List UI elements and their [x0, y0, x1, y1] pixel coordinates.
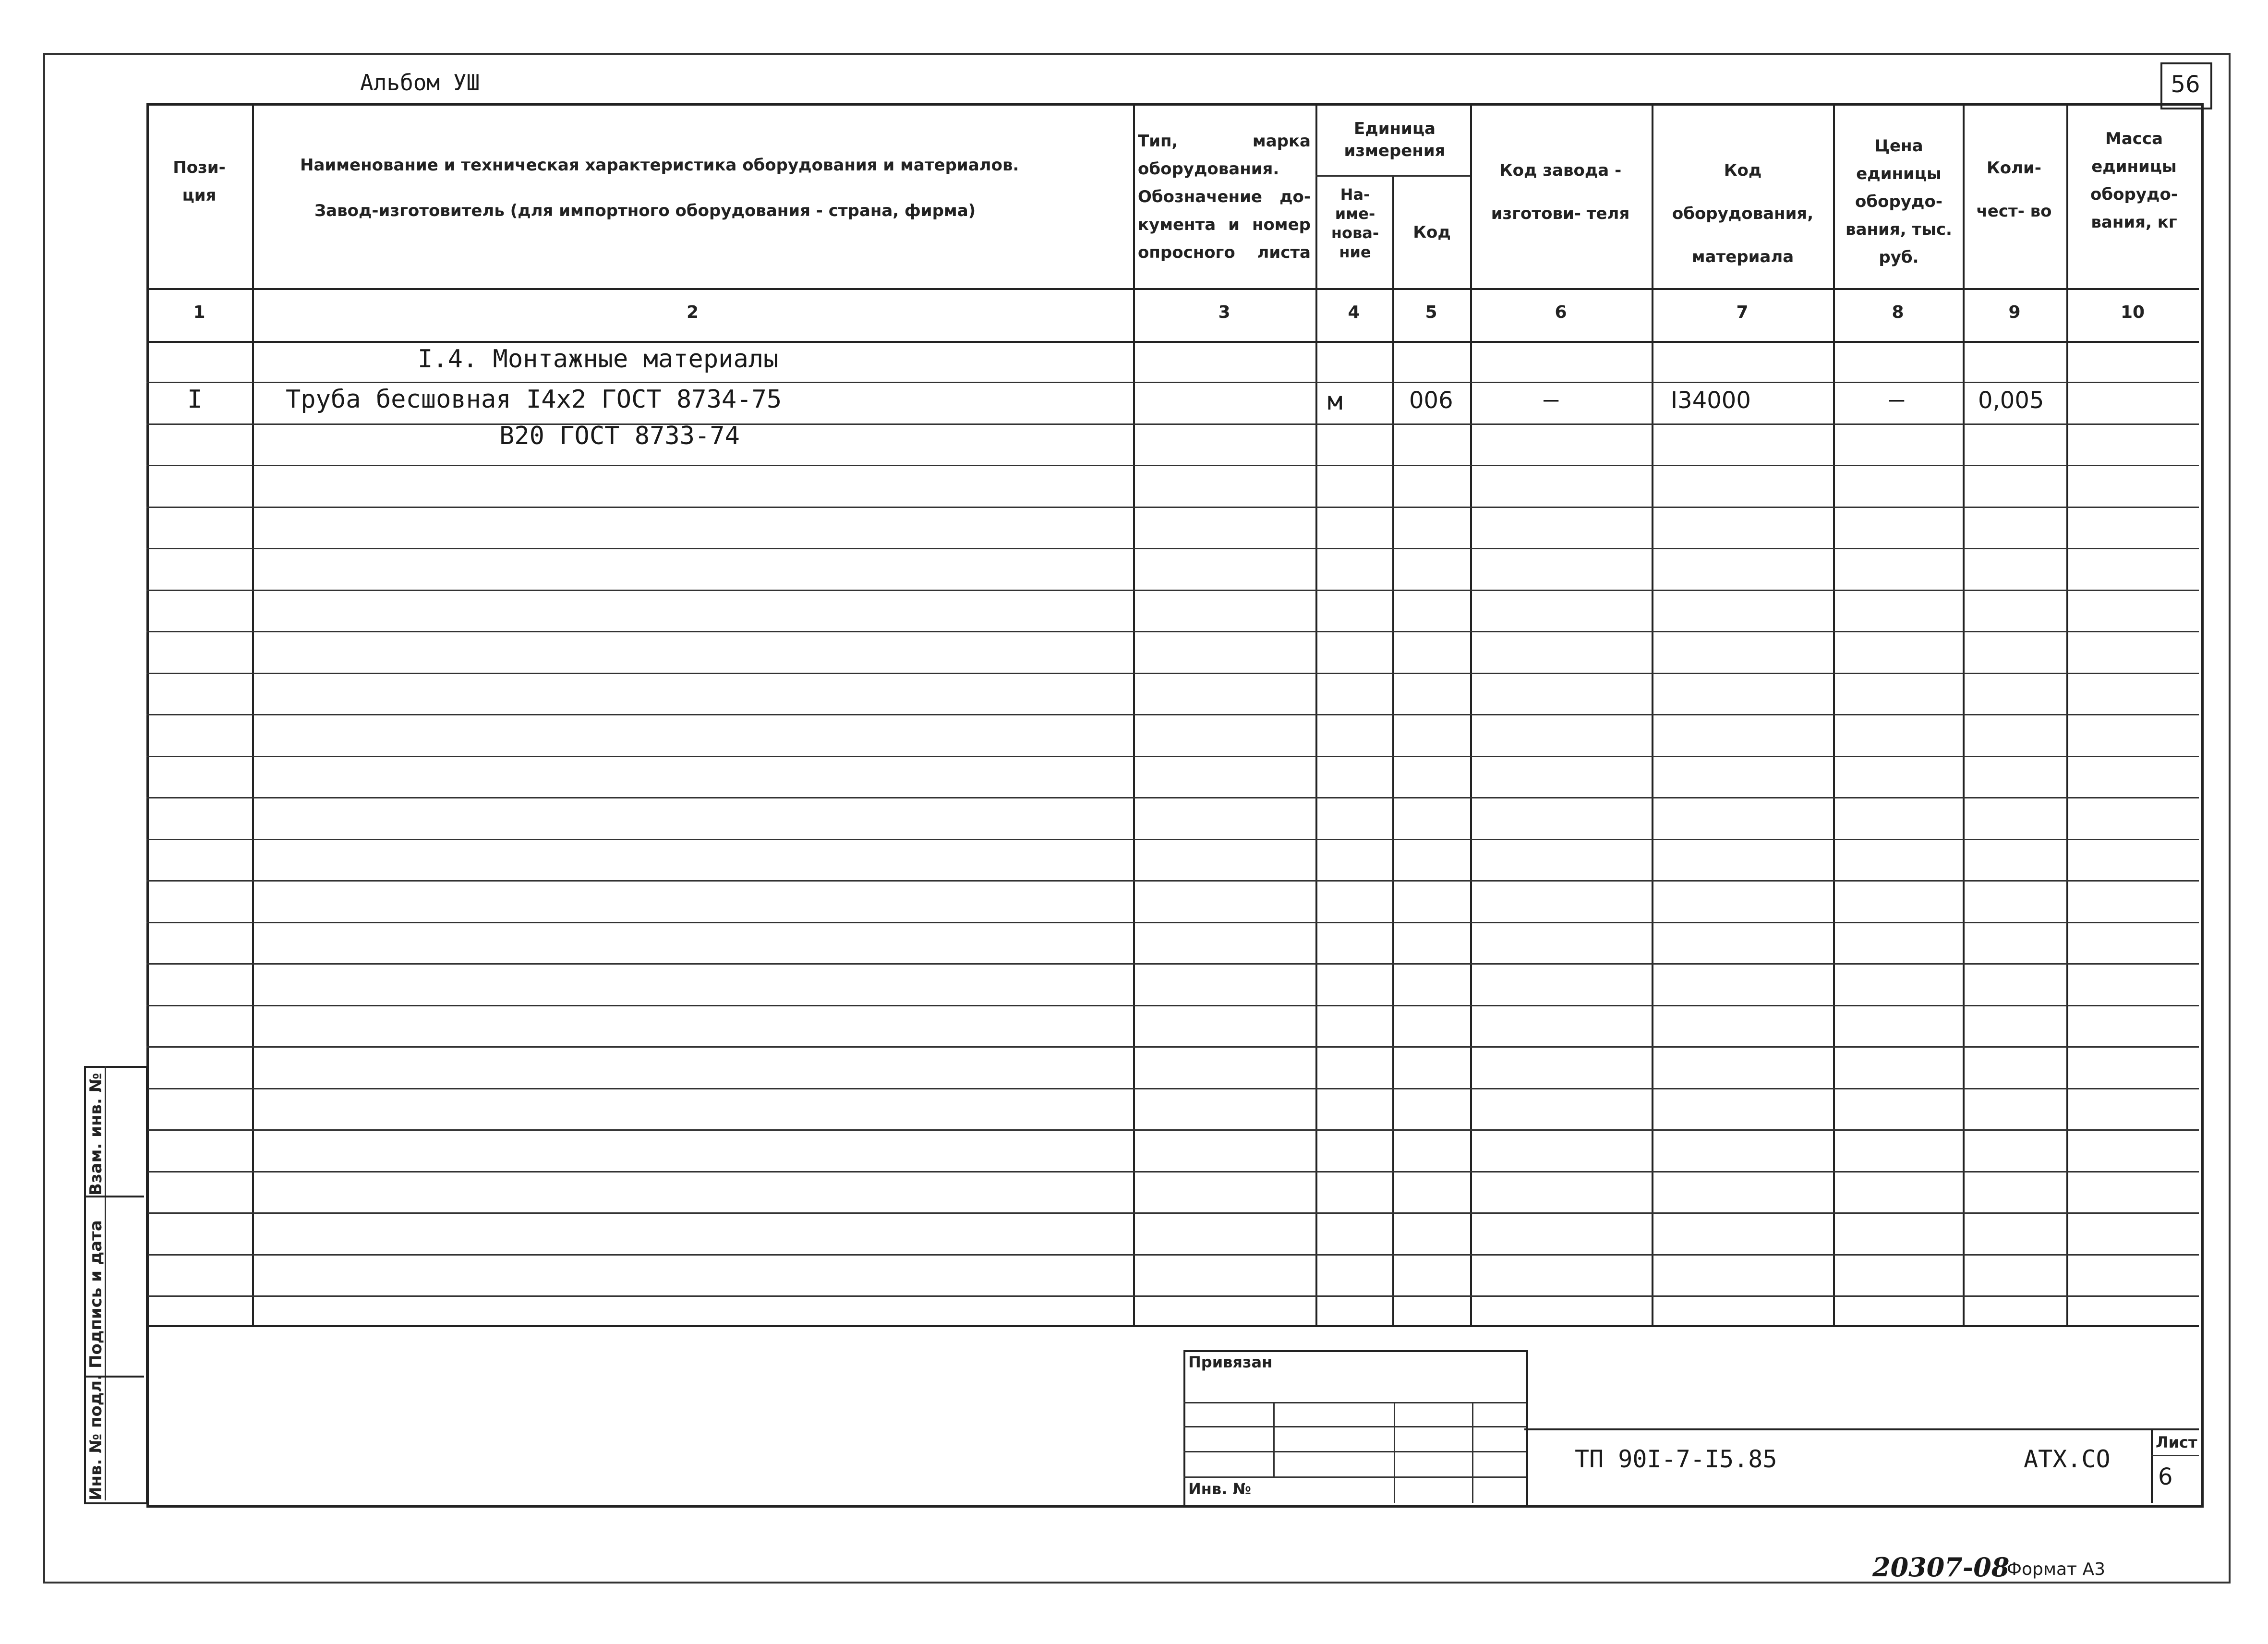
- col-number-7: 7: [1736, 302, 1749, 322]
- table-row: [146, 1005, 2199, 1006]
- row-name-continuation: B20 ГОСТ 8733-74: [499, 422, 740, 450]
- table-row: [146, 963, 2199, 965]
- table-row: [146, 673, 2199, 674]
- header-unit-name: На- име- нова- ние: [1331, 185, 1379, 261]
- header-quantity: Коли- чест- во: [1976, 158, 2052, 221]
- side-label-original-inventory: Инв. № подл.: [86, 1374, 106, 1500]
- sheet-label: Лист: [2156, 1433, 2197, 1451]
- header-mass: Масса единицы оборудо- вания, кг: [2090, 129, 2178, 232]
- header-position: Пози- ция: [173, 158, 226, 205]
- row-price: –: [1889, 385, 1905, 414]
- table-row: [146, 590, 2199, 591]
- inventory-number-label: Инв. №: [1188, 1480, 1251, 1498]
- document-code: ТП 90I-7-I5.85: [1575, 1445, 1777, 1473]
- row-equipment-code: I34000: [1671, 387, 1751, 414]
- row-unit-code: 006: [1409, 387, 1453, 414]
- row-position: I: [187, 385, 203, 414]
- privyazan-line-2: [1183, 1426, 1526, 1427]
- section-heading: I.4. Монтажные материалы: [418, 345, 779, 374]
- table-row: [146, 756, 2199, 757]
- table-row: [146, 922, 2199, 923]
- header-type: Тип, марка оборудования. Обозначение до- кумента и номер опросного листа: [1138, 132, 1311, 262]
- archive-number: 20307-08: [1872, 1552, 2010, 1583]
- header-unit-group: Единица измерения: [1344, 119, 1446, 160]
- header-divider: [146, 288, 2199, 290]
- table-row: [146, 548, 2199, 549]
- table-row: [146, 1171, 2199, 1173]
- privyazan-line-4: [1183, 1476, 1526, 1478]
- privyazan-vline-3: [1472, 1402, 1473, 1503]
- privyazan-label: Привязан: [1188, 1353, 1273, 1371]
- header-name-line1: Наименование и техническая характеристика оборудования и материалов.: [300, 156, 1019, 175]
- table-row: [146, 797, 2199, 798]
- table-row: [146, 1254, 2199, 1256]
- header-unit-code: Код: [1413, 223, 1451, 242]
- page-number: 56: [2171, 71, 2200, 98]
- table-row: [146, 465, 2199, 466]
- album-title: Альбом УШ: [360, 70, 480, 96]
- col-number-6: 6: [1555, 302, 1567, 322]
- side-stamp-divider-1: [84, 1196, 144, 1197]
- col-number-3: 3: [1218, 302, 1231, 322]
- privyazan-vline-1: [1273, 1402, 1275, 1476]
- header-equipment-code: Код оборудования, материала: [1672, 161, 1814, 266]
- row-name: Труба бесшовная I4x2 ГОСТ 8734-75: [286, 385, 782, 414]
- col-number-2: 2: [686, 302, 699, 322]
- col-number-8: 8: [1892, 302, 1904, 322]
- privyazan-vline-2: [1394, 1402, 1395, 1503]
- header-price: Цена единицы оборудо- вания, тыс. руб.: [1846, 136, 1952, 267]
- privyazan-line-3: [1183, 1451, 1526, 1452]
- table-row: [146, 1212, 2199, 1214]
- table-row: [146, 382, 2199, 383]
- row-quantity: 0,005: [1978, 387, 2044, 414]
- table-row: [146, 1046, 2199, 1048]
- table-row: [146, 423, 2199, 425]
- sheet-number: 6: [2158, 1463, 2173, 1490]
- table-row: [146, 1088, 2199, 1089]
- table-row: [146, 880, 2199, 882]
- section-code: АТХ.СО: [2024, 1445, 2111, 1473]
- table-row: [146, 507, 2199, 508]
- col-line-4: [1392, 175, 1394, 1325]
- table-body-bottom: [146, 1325, 2199, 1327]
- row-unit: м: [1327, 387, 1343, 416]
- col-number-4: 4: [1348, 302, 1360, 322]
- table-row: [146, 839, 2199, 840]
- header-name-line2: Завод-изготовитель (для импортного оборудования - страна, фирма): [314, 201, 976, 220]
- side-label-replacement-inventory: Взам. инв. №: [86, 1073, 106, 1196]
- side-label-signature-date: Подпись и дата: [86, 1220, 106, 1368]
- table-row: [146, 1295, 2199, 1297]
- col-number-1: 1: [193, 302, 205, 322]
- unit-group-divider: [1315, 175, 1470, 177]
- title-block-top: [1524, 1428, 2199, 1430]
- header-maker-code: Код завода - изготови- теля: [1491, 161, 1630, 223]
- sheet-box-divider: [2151, 1455, 2199, 1456]
- table-row: [146, 1129, 2199, 1131]
- table-row: [146, 631, 2199, 632]
- format-label: Формат А3: [2007, 1559, 2106, 1579]
- row-maker-code: –: [1544, 385, 1559, 414]
- table-row: [146, 714, 2199, 715]
- col-number-5: 5: [1425, 302, 1437, 322]
- col-number-9: 9: [2008, 302, 2021, 322]
- col-number-10: 10: [2120, 302, 2145, 322]
- privyazan-line-1: [1183, 1402, 1526, 1403]
- column-number-divider: [146, 341, 2199, 343]
- sheet-box-left: [2151, 1428, 2153, 1503]
